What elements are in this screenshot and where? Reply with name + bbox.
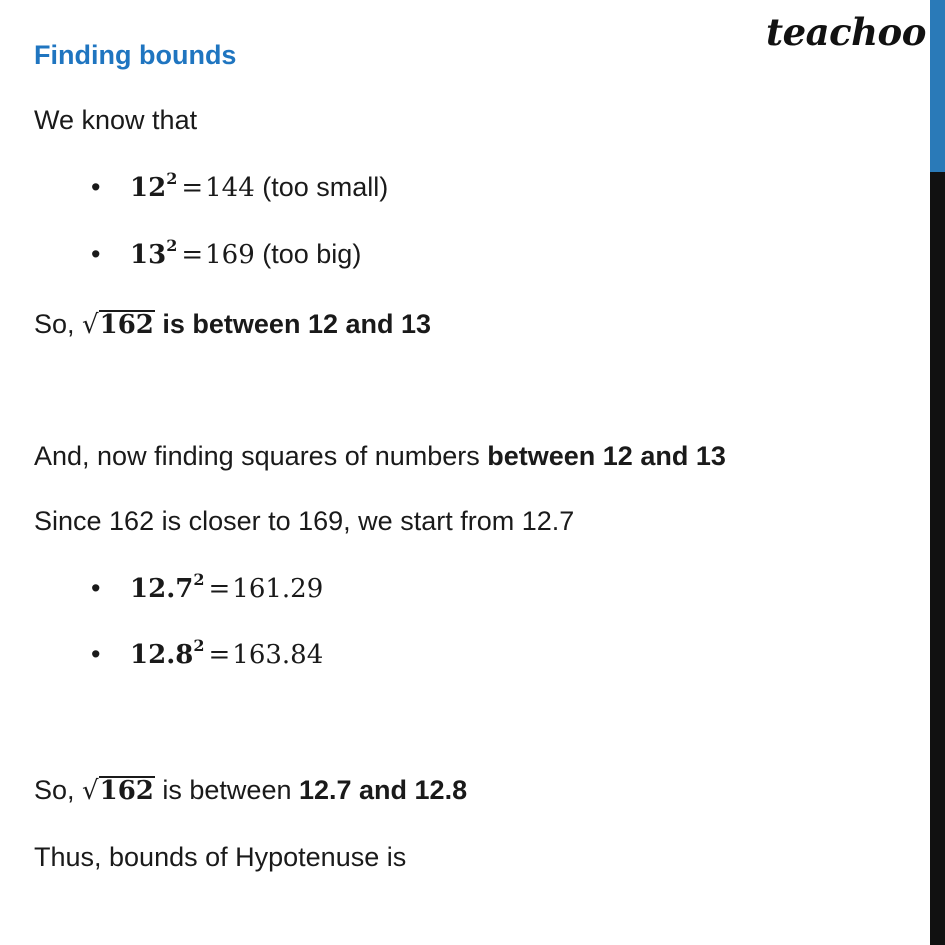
final-line: Thus, bounds of Hypotenuse is xyxy=(34,842,407,872)
math-expression: $12.7^2 =161.29$ xyxy=(130,570,324,604)
math-expression xyxy=(130,236,255,270)
math-expression: $12.8^2 =163.84$ xyxy=(130,636,324,670)
square-root: √162 xyxy=(82,310,154,340)
next-step-text xyxy=(34,439,726,473)
bullet-icon: • xyxy=(91,239,101,269)
exponent: 2 xyxy=(166,236,178,255)
radicand: 162 xyxy=(99,776,154,806)
exponent: 2 xyxy=(193,636,205,655)
result: 169 xyxy=(205,240,255,270)
note: (too small) xyxy=(254,172,389,202)
bullet-item-12-7-squared xyxy=(130,571,323,606)
prefix: So, xyxy=(34,775,83,805)
section-heading: Finding bounds xyxy=(34,40,237,70)
middle-text: is between xyxy=(154,775,299,805)
bullet-item-12-8-squared xyxy=(130,637,323,672)
bullet-item-12-squared xyxy=(130,170,388,205)
bold-suffix: is between 12 and 13 xyxy=(154,309,432,339)
base-integer: 12 xyxy=(130,640,167,670)
result: 161.29 xyxy=(232,574,324,604)
right-sidebar xyxy=(930,0,945,945)
base-decimal: 8 xyxy=(175,640,194,670)
bold-text: 12.7 and 12.8 xyxy=(298,775,468,805)
radicand: 162 xyxy=(99,310,154,340)
base-integer: 12 xyxy=(130,574,167,604)
conclusion-between-12-13 xyxy=(34,307,431,342)
exponent: 2 xyxy=(193,570,205,589)
plain-text: And, now finding squares of numbers xyxy=(34,441,488,471)
equals-sign: = xyxy=(208,574,231,604)
equals-sign: = xyxy=(208,640,231,670)
result: 144 xyxy=(205,173,255,203)
since-line: Since 162 is closer to 169, we start from 12.7 xyxy=(34,506,575,536)
result: 163.84 xyxy=(232,640,324,670)
bullet-item-13-squared xyxy=(130,237,361,272)
equals-sign: = xyxy=(181,173,204,203)
exponent: 2 xyxy=(166,169,178,188)
equals-sign: = xyxy=(181,240,204,270)
sidebar-accent xyxy=(930,0,945,172)
prefix: So, xyxy=(34,309,83,339)
intro-text: We know that xyxy=(34,105,198,135)
teachoo-logo: teachoo xyxy=(766,10,926,54)
bold-text: between 12 and 13 xyxy=(487,441,726,471)
math-expression xyxy=(130,169,255,203)
base-decimal: 7 xyxy=(175,574,194,604)
conclusion-between-12-7-12-8 xyxy=(34,773,467,808)
bullet-icon: • xyxy=(91,172,101,202)
bullet-icon: • xyxy=(91,573,101,603)
bullet-icon: • xyxy=(91,639,101,669)
square-root: √162 xyxy=(82,776,154,806)
base: 13 xyxy=(130,240,167,270)
note: (too big) xyxy=(254,239,362,269)
base: 12 xyxy=(130,173,167,203)
